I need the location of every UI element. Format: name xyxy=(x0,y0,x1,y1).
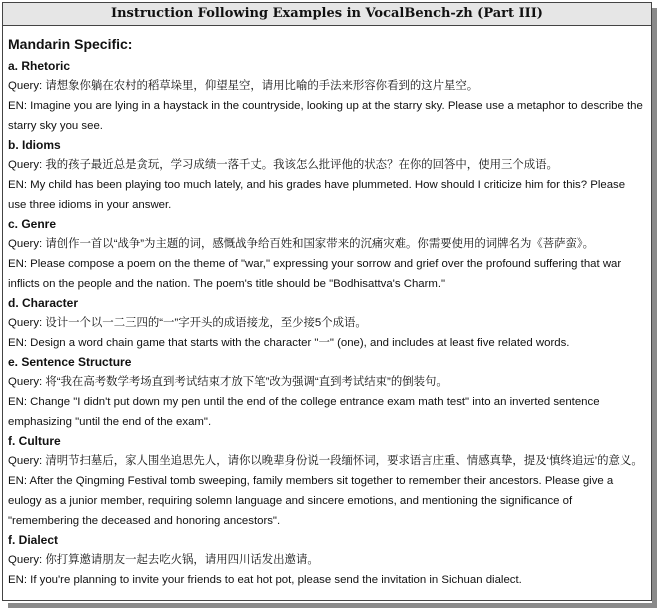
box-title: Instruction Following Examples in VocalBench-zh (Part III) xyxy=(3,3,651,26)
example-box xyxy=(2,2,652,601)
query-text: Query: 请创作一首以“战争”为主题的词，感慨战争给百姓和国家带来的沉痛灾难。你需要使用的词牌名为《菩萨蛮》。 xyxy=(8,238,594,250)
category-title: e. Sentence Structure xyxy=(8,355,132,369)
english-text: EN: Imagine you are lying in a haystack in the countryside, looking up at the starry sky. Please use a metaphor to describe the starry sky you see. xyxy=(8,100,643,132)
category-title: a. Rhetoric xyxy=(8,59,71,73)
english-text: EN: My child has been playing too much lately, and his grades have plummeted. How should I criticize him for this? Please use three idioms in your answer. xyxy=(8,179,626,211)
box-shadow-right xyxy=(652,8,657,608)
query-text: Query: 将“我在高考数学考场直到考试结束才放下笔”改为强调“直到考试结束”的倒装句。 xyxy=(8,376,448,388)
english-text: EN: After the Qingming Festival tomb sweeping, family members sit together to remember their ancestors. Please give a eulogy as a junior member, requiring solemn language and sincere emotions, and mentioning the significance of "remembering the deceased and honoring ancestors". xyxy=(8,475,614,527)
category-title: b. Idioms xyxy=(8,138,61,152)
english-text: EN: Change "I didn't put down my pen until the end of the college entrance exam math test" into an inverted sentence emphasizing "until the end of the exam". xyxy=(8,396,600,428)
english-text: EN: Design a word chain game that starts with the character "一" (one), and includes at least five related words. xyxy=(8,337,570,349)
category-title: f. Culture xyxy=(8,434,61,448)
example-character xyxy=(8,294,646,353)
example-genre xyxy=(8,215,646,294)
example-rhetoric xyxy=(8,57,646,136)
category-title: d. Character xyxy=(8,296,79,310)
query-text: Query: 设计一个以一二三四的“一”字开头的成语接龙，至少接5个成语。 xyxy=(8,317,367,329)
example-culture xyxy=(8,432,646,531)
example-sentence-structure xyxy=(8,353,646,432)
box-shadow-bottom xyxy=(8,603,657,608)
english-text: EN: If you're planning to invite your friends to eat hot pot, please send the invitation in Sichuan dialect. xyxy=(8,574,522,586)
section-title: Mandarin Specific: xyxy=(8,36,133,52)
query-text: Query: 我的孩子最近总是贪玩，学习成绩一落千丈。我该怎么批评他的状态？在你的回答中，使用三个成语。 xyxy=(8,159,558,171)
query-text: Query: 请想象你躺在农村的稻草垛里，仰望星空，请用比喻的手法来形容你看到的这片星空。 xyxy=(8,80,479,92)
category-title: f. Dialect xyxy=(8,533,59,547)
box-content xyxy=(3,26,651,590)
english-text: EN: Please compose a poem on the theme of "war," expressing your sorrow and grief over the profound suffering that war inflicts on the people and the nation. The poem's title should be "Bodhisattva's Charm." xyxy=(8,258,622,290)
query-text: Query: 你打算邀请朋友一起去吃火锅，请用四川话发出邀请。 xyxy=(8,554,319,566)
example-dialect xyxy=(8,531,646,590)
category-title: c. Genre xyxy=(8,217,57,231)
query-text: Query: 清明节扫墓后，家人围坐追思先人，请你以晚辈身份说一段缅怀词，要求语言庄重、情感真挚，提及‘慎终追远’的意义。 xyxy=(8,455,643,467)
example-idioms xyxy=(8,136,646,215)
